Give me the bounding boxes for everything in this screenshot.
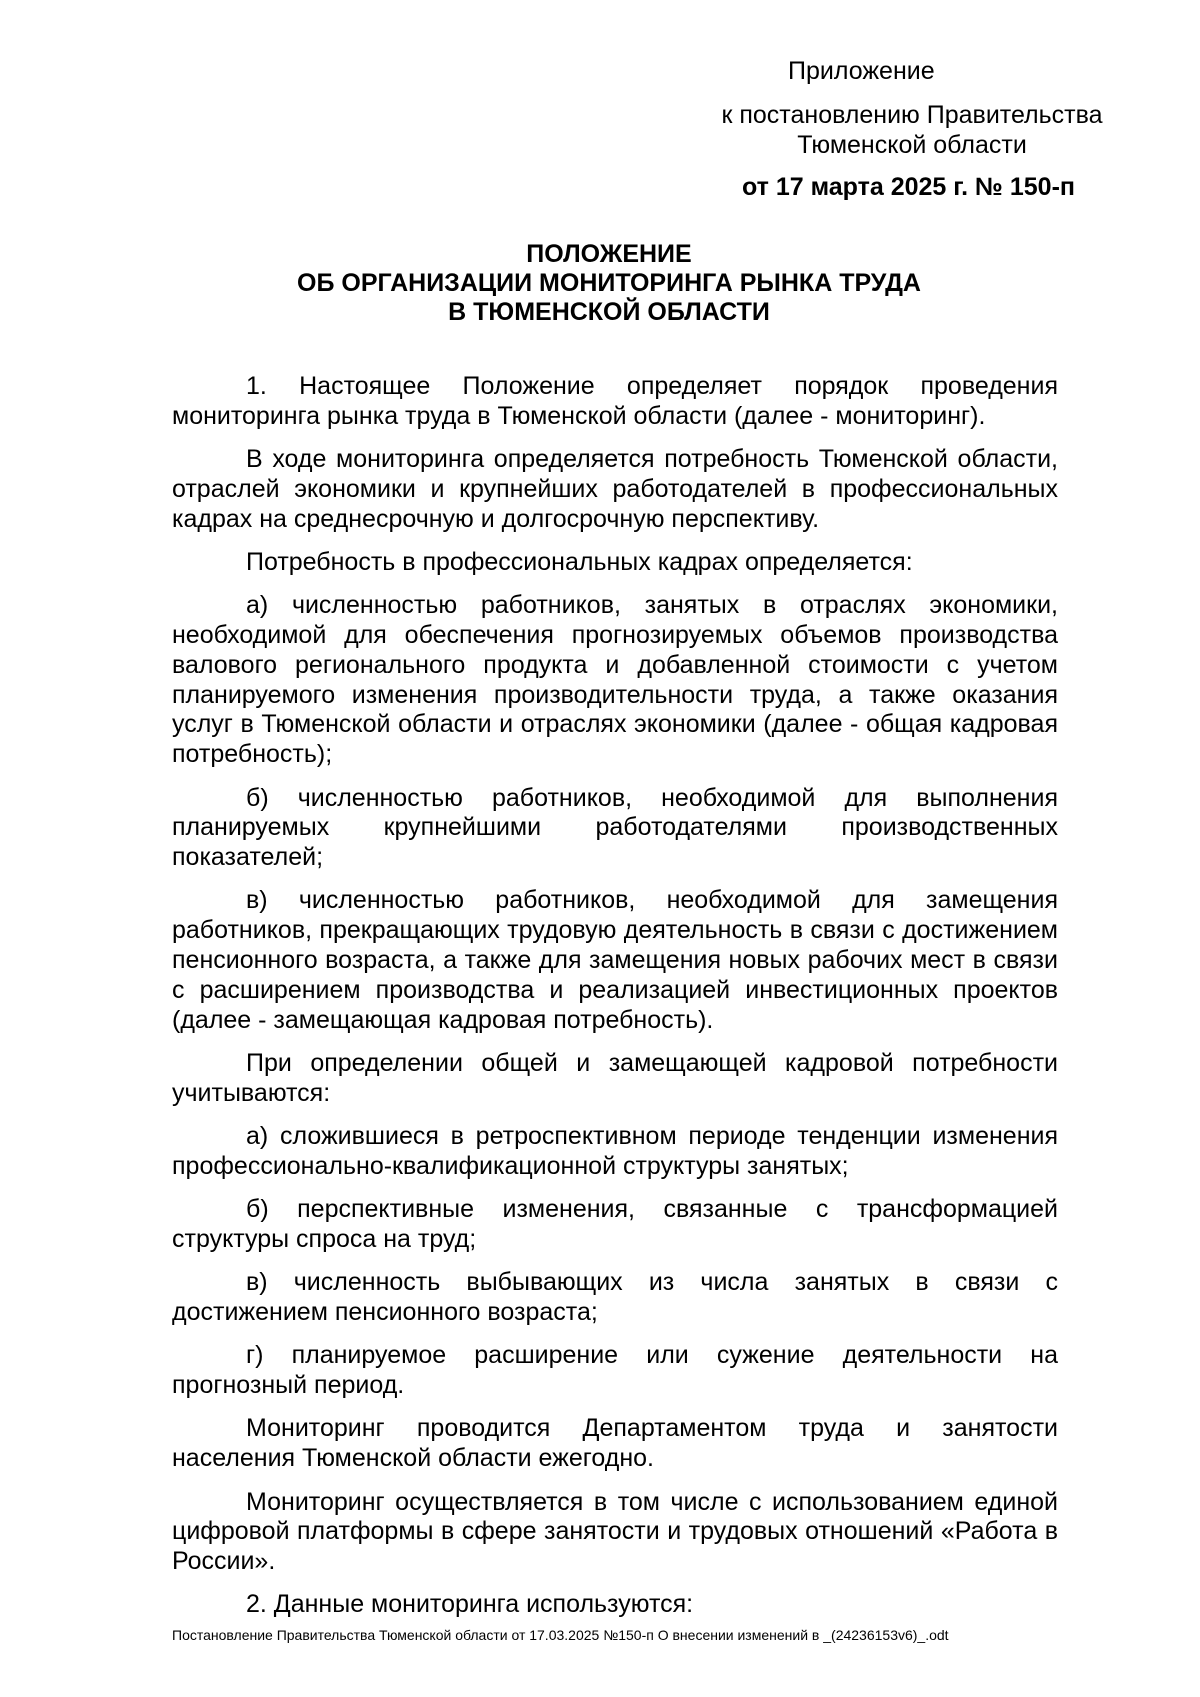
paragraph: 1. Настоящее Положение определяет порядок проведения мониторинга рынка труда в Тюменской области (далее - мониторинг).: [172, 372, 1058, 430]
paragraph: Мониторинг проводится Департаментом труда и занятости населения Тюменской области ежегодно.: [172, 1414, 1058, 1473]
title-line-2: ОБ ОРГАНИЗАЦИИ МОНИТОРИНГА РЫНКА ТРУДА: [297, 269, 921, 297]
paragraph: б) перспективные изменения, связанные с трансформацией структуры спроса на труд;: [172, 1195, 1058, 1253]
paragraph: а) сложившиеся в ретроспективном периоде тенденции изменения профессионально-квалификационной структуры занятых;: [172, 1122, 1058, 1180]
paragraph: б) численностью работников, необходимой для выполнения планируемых крупнейшими работодателями производственных показателей;: [172, 783, 1058, 872]
paragraph: Потребность в профессиональных кадрах определяется:: [246, 547, 913, 576]
appendix-date-number: от 17 марта 2025 г. № 150-п: [742, 173, 1076, 201]
paragraph: в) численность выбывающих из числа занятых в связи с достижением пенсионного возраста;: [172, 1268, 1058, 1327]
title-line-3: В ТЮМЕНСКОЙ ОБЛАСТИ: [448, 298, 770, 326]
document-title: [160, 240, 1058, 327]
page-footer: Постановление Правительства Тюменской области от 17.03.2025 №150-п О внесении изменений в _(24236153v6)_.odt: [172, 1627, 949, 1643]
paragraph: а) численностью работников, занятых в отраслях экономики, необходимой для обеспечения прогнозируемых объемов производства валового регионального продукта и добавленной стоимости с учетом планируемого изменения производительности труда, а также оказания услуг в Тюменской области и отраслях экономики (далее - общая кадровая потребность);: [172, 591, 1058, 769]
title-line-1: ПОЛОЖЕНИЕ: [526, 240, 692, 268]
paragraph: 2. Данные мониторинга используются:: [246, 1590, 694, 1619]
paragraph: Мониторинг осуществляется в том числе с использованием единой цифровой платформы в сфере занятости и трудовых отношений «Работа в России».: [172, 1487, 1058, 1576]
appendix-label: Приложение: [788, 57, 935, 85]
paragraph: В ходе мониторинга определяется потребность Тюменской области, отраслей экономики и крупнейших работодателей в профессиональных кадрах на среднесрочную и долгосрочную перспективу.: [172, 445, 1058, 533]
paragraph: г) планируемое расширение или сужение деятельности на прогнозный период.: [172, 1341, 1058, 1400]
document-body: [172, 372, 1058, 1634]
paragraph: При определении общей и замещающей кадровой потребности учитываются:: [172, 1048, 1058, 1107]
paragraph: в) численностью работников, необходимой для замещения работников, прекращающих трудовую деятельность в связи с достижением пенсионного возраста, а также для замещения новых рабочих мест в связи с расширением производства и реализацией инвестиционных проектов (далее - замещающая кадровая потребность).: [172, 886, 1058, 1034]
appendix-reference: к постановлению Правительства Тюменской области: [721, 101, 1103, 159]
